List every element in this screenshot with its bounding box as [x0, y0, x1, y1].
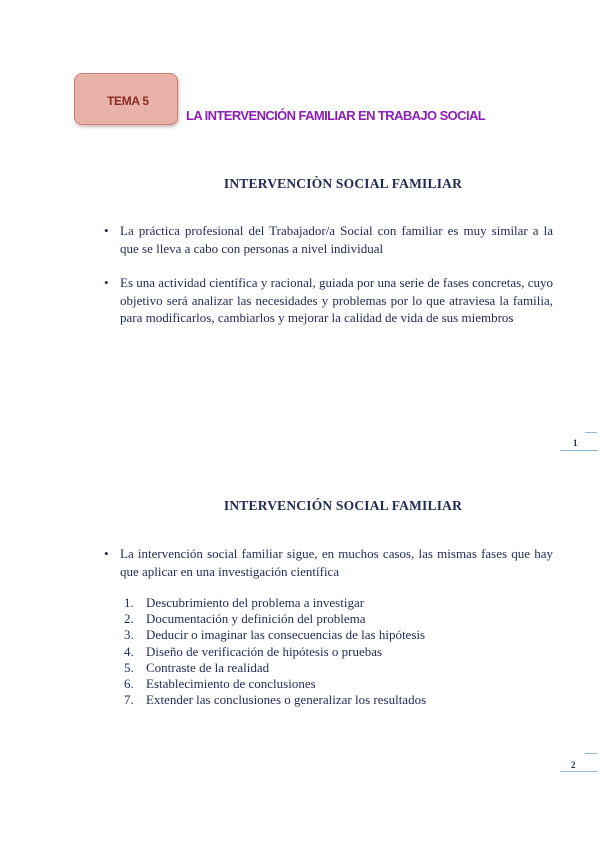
- phase-item: 4. Diseño de verificación de hipótesis o pruebas: [124, 643, 383, 659]
- bullet-text: Es una actividad científica y racional, guiada por una serie de fases concretas, cuyo objetivo será analizar las necesidades y problemas por lo que atraviesa la familia, para modificarlos, cambiarlos y mejorar la calidad de vida de sus miembros: [120, 275, 553, 325]
- page-number-2: 2: [571, 760, 576, 770]
- bullet-item: [104, 545, 553, 580]
- document-title: LA INTERVENCIÓN FAMILIAR EN TRABAJO SOCIAL: [186, 108, 486, 123]
- bullet-icon: •: [104, 546, 109, 561]
- phases-list: [124, 595, 426, 708]
- page-number-1: 1: [573, 438, 578, 448]
- slide-2-title: INTERVENCIÓN SOCIAL FAMILIAR: [223, 498, 463, 513]
- slide-1-bullet-list: [104, 222, 553, 327]
- topic-badge: [74, 73, 178, 125]
- bullet-text: La intervención social familiar sigue, en muchos casos, las mismas fases que hay que aplicar en una investigación científica: [120, 546, 553, 579]
- bullet-item: [104, 274, 553, 327]
- bullet-icon: •: [104, 223, 109, 238]
- phase-item: 3. Deducir o imaginar las consecuencias de las hipótesis: [124, 627, 426, 643]
- page-corner-decoration: [585, 753, 597, 754]
- bullet-text: La práctica profesional del Trabajador/a Social con familiar es muy similar a la que se lleva a cabo con personas a nivel individual: [120, 223, 553, 256]
- page-corner-decoration: [585, 432, 597, 433]
- bullet-item: [104, 222, 553, 257]
- page-footer-line: [560, 771, 598, 772]
- phase-item: 5. Contraste de la realidad: [124, 659, 270, 675]
- phase-item: 1. Descubrimiento del problema a investigar: [124, 595, 365, 610]
- phase-item: 6. Establecimiento de conclusiones: [124, 676, 316, 692]
- slide-1-title: INTERVENCIÒN SOCIAL FAMILIAR: [223, 176, 463, 191]
- topic-badge-label: TEMA 5: [107, 94, 149, 108]
- slide-2-bullet-list: [104, 545, 553, 580]
- phase-item: 2. Documentación y definición del problema: [124, 611, 366, 627]
- bullet-icon: •: [104, 275, 109, 290]
- phase-item: 7. Extender las conclusiones o generalizar los resultados: [124, 692, 427, 708]
- page-footer-line: [560, 450, 598, 451]
